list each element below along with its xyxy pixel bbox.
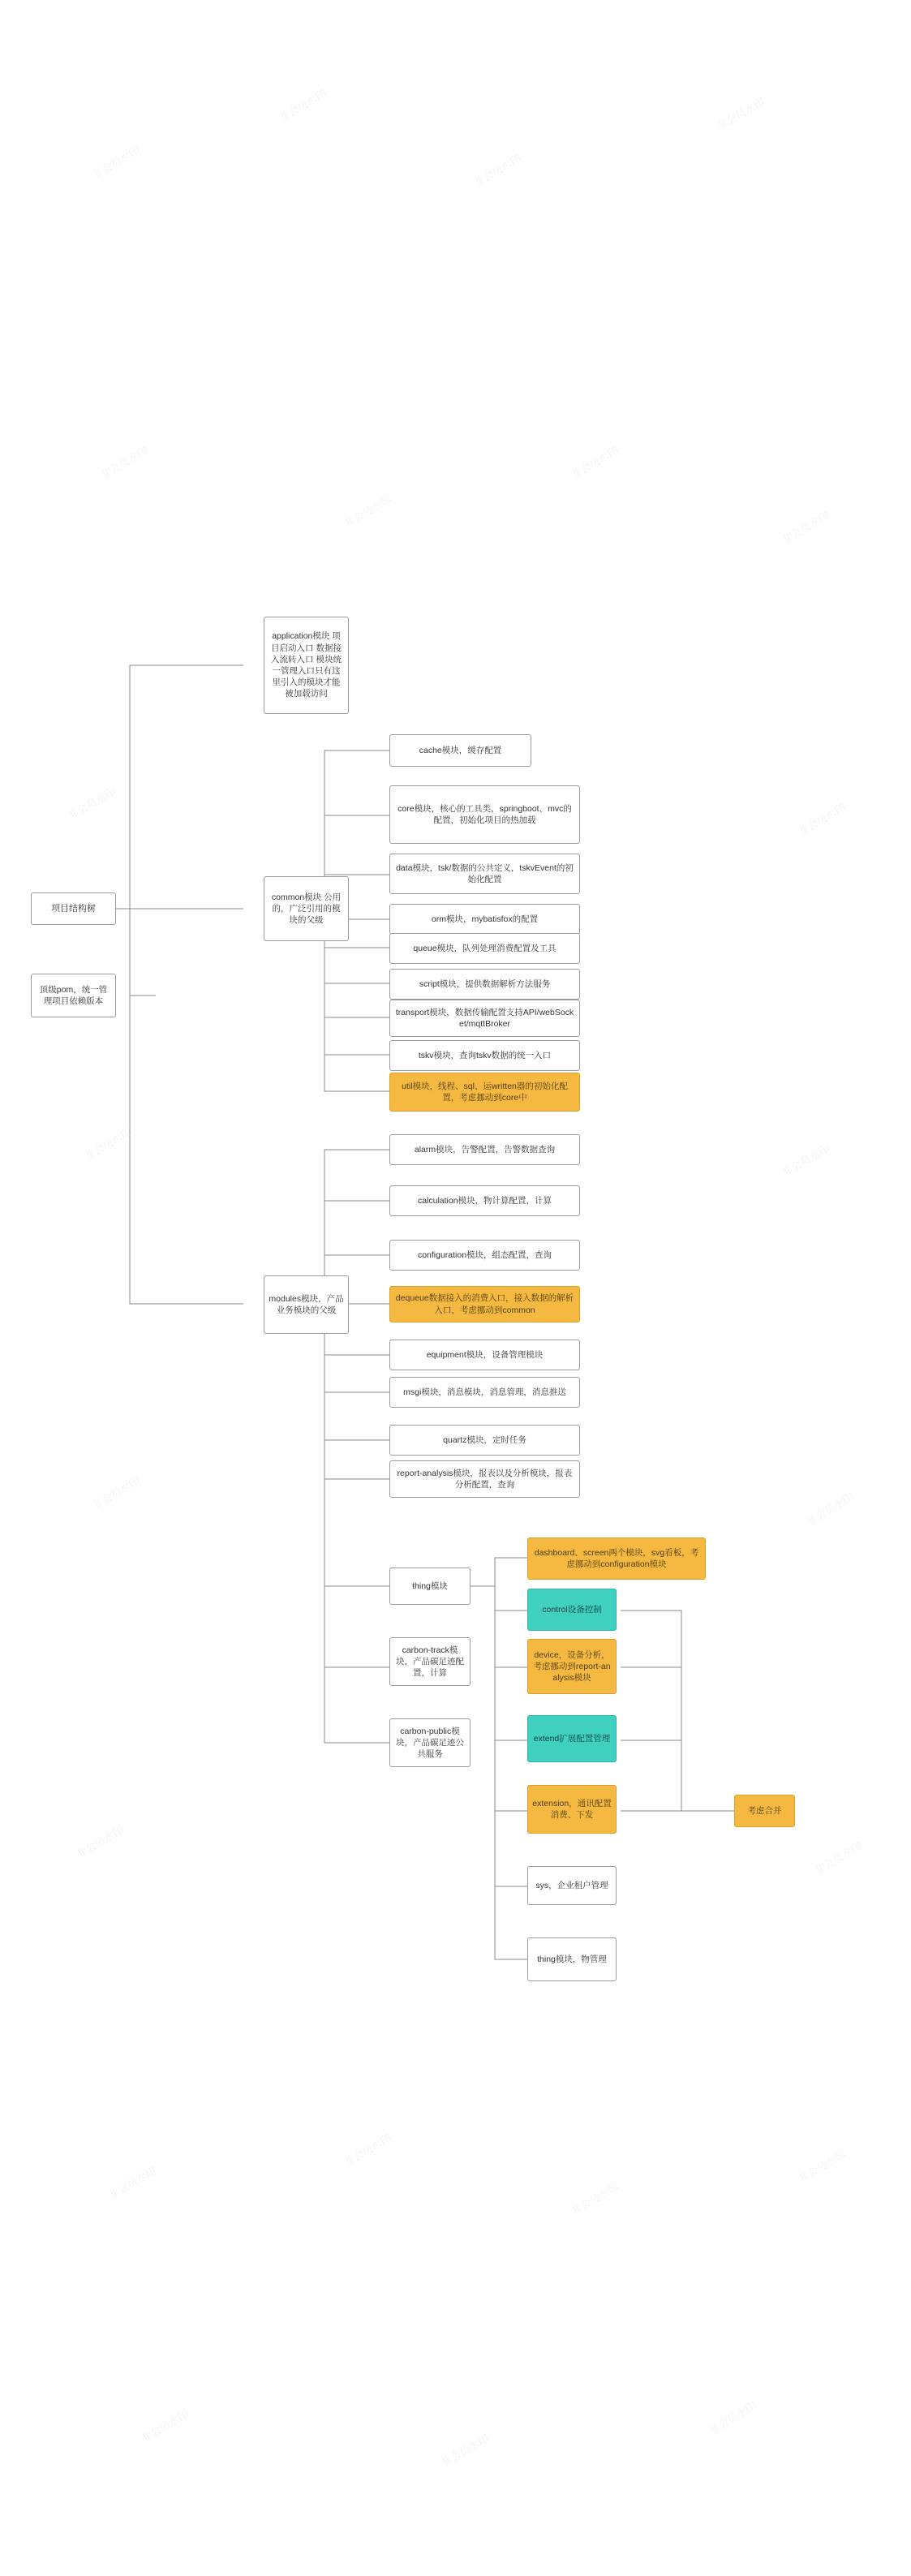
watermark: 非会员水印 — [812, 1839, 864, 1877]
node-thing[interactable]: thing模块 — [389, 1568, 471, 1605]
node-device[interactable]: device，设备分析，考虑挪动到report-analysis模块 — [527, 1639, 617, 1694]
node-quartz[interactable]: quartz模块，定时任务 — [389, 1425, 580, 1456]
node-alarm[interactable]: alarm模块，告警配置，告警数据查询 — [389, 1134, 580, 1165]
node-queue[interactable]: queue模块，队列处理消费配置及工具 — [389, 933, 580, 964]
node-pom[interactable]: 顶级pom，统一管理项目依赖版本 — [31, 974, 116, 1017]
watermark: 非会员水印 — [74, 1823, 126, 1861]
watermark: 非会员水印 — [569, 444, 621, 482]
watermark: 非会员水印 — [342, 492, 393, 531]
node-extension[interactable]: extension，通讯配置消费、下发 — [527, 1785, 617, 1834]
node-dashboard[interactable]: dashboard、screen两个模块，svg看板，考虑挪动到configuration模块 — [527, 1537, 706, 1580]
node-orm[interactable]: orm模块，mybatisfox的配置 — [389, 904, 580, 935]
node-transport[interactable]: transport模块，数据传输配置支持API/webSocket/mqttBroker — [389, 1000, 580, 1037]
node-calculation[interactable]: calculation模块，物计算配置，计算 — [389, 1185, 580, 1216]
node-sys[interactable]: sys，企业租户管理 — [527, 1866, 617, 1905]
watermark: 非会员水印 — [780, 1142, 832, 1180]
node-core[interactable]: core模块，核心的工具类，springboot、mvc的配置，初始化项目的热加载 — [389, 785, 580, 844]
node-util[interactable]: util模块，线程、sql、运written器的初始化配置，考虑挪动到core中 — [389, 1073, 580, 1112]
node-carbon-public[interactable]: carbon-public模块，产品碳足迹公共服务 — [389, 1718, 471, 1767]
node-modules[interactable]: modules模块，产品业务模块的父级 — [264, 1275, 349, 1334]
node-data[interactable]: data模块，tsk/数据的公共定义，tskvEvent的初始化配置 — [389, 854, 580, 894]
watermark: 非会员水印 — [90, 1474, 142, 1512]
node-application[interactable]: application模块 项目启动入口 数据接入流转入口 模块统一管理入口只有这里引入的模块才能被加载访问 — [264, 617, 349, 714]
watermark: 非会员水印 — [715, 95, 767, 133]
watermark: 非会员水印 — [804, 1490, 856, 1529]
watermark: 非会员水印 — [98, 444, 150, 482]
node-msgi[interactable]: msgi模块，消息模块，消息管理，消息推送 — [389, 1377, 580, 1408]
node-report-analysis[interactable]: report-analysis模块，报表以及分析模块，报表分析配置，查询 — [389, 1460, 580, 1498]
watermark: 非会员水印 — [796, 801, 848, 839]
watermark: 非会员水印 — [106, 2164, 158, 2202]
watermark: 非会员水印 — [471, 152, 523, 190]
watermark: 非会员水印 — [439, 2432, 491, 2470]
watermark: 非会员水印 — [90, 144, 142, 182]
node-cache[interactable]: cache模块，缓存配置 — [389, 734, 531, 767]
watermark: 非会员水印 — [569, 2180, 621, 2218]
node-tskv[interactable]: tskv模块，查询tskv数据的统一入口 — [389, 1040, 580, 1071]
watermark: 非会员水印 — [796, 2148, 848, 2186]
watermark: 非会员水印 — [342, 2131, 393, 2170]
node-common[interactable]: common模块 公用的，广泛引用的模块的父级 — [264, 876, 349, 941]
watermark: 非会员水印 — [139, 2407, 191, 2445]
node-control[interactable]: control设备控制 — [527, 1589, 617, 1631]
node-extend[interactable]: extend扩展配置管理 — [527, 1715, 617, 1762]
node-equipment[interactable]: equipment模块，设备管理模块 — [389, 1340, 580, 1370]
node-thing-module[interactable]: thing模块，物管理 — [527, 1937, 617, 1981]
watermark: 非会员水印 — [707, 2399, 758, 2437]
node-configuration[interactable]: configuration模块，组态配置，查询 — [389, 1240, 580, 1271]
watermark: 非会员水印 — [82, 1125, 134, 1163]
watermark: 非会员水印 — [780, 509, 832, 547]
node-dequeue[interactable]: dequeue数据接入的消费入口，接入数据的解析入口，考虑挪动到common — [389, 1286, 580, 1322]
node-script[interactable]: script模块，提供数据解析方法服务 — [389, 969, 580, 1000]
node-merge[interactable]: 考虑合并 — [734, 1795, 795, 1827]
node-root[interactable]: 项目结构树 — [31, 892, 116, 925]
watermark: 非会员水印 — [277, 87, 329, 125]
node-carbon-track[interactable]: carbon-track模块，产品碳足迹配置，计算 — [389, 1637, 471, 1686]
watermark: 非会员水印 — [66, 785, 118, 823]
